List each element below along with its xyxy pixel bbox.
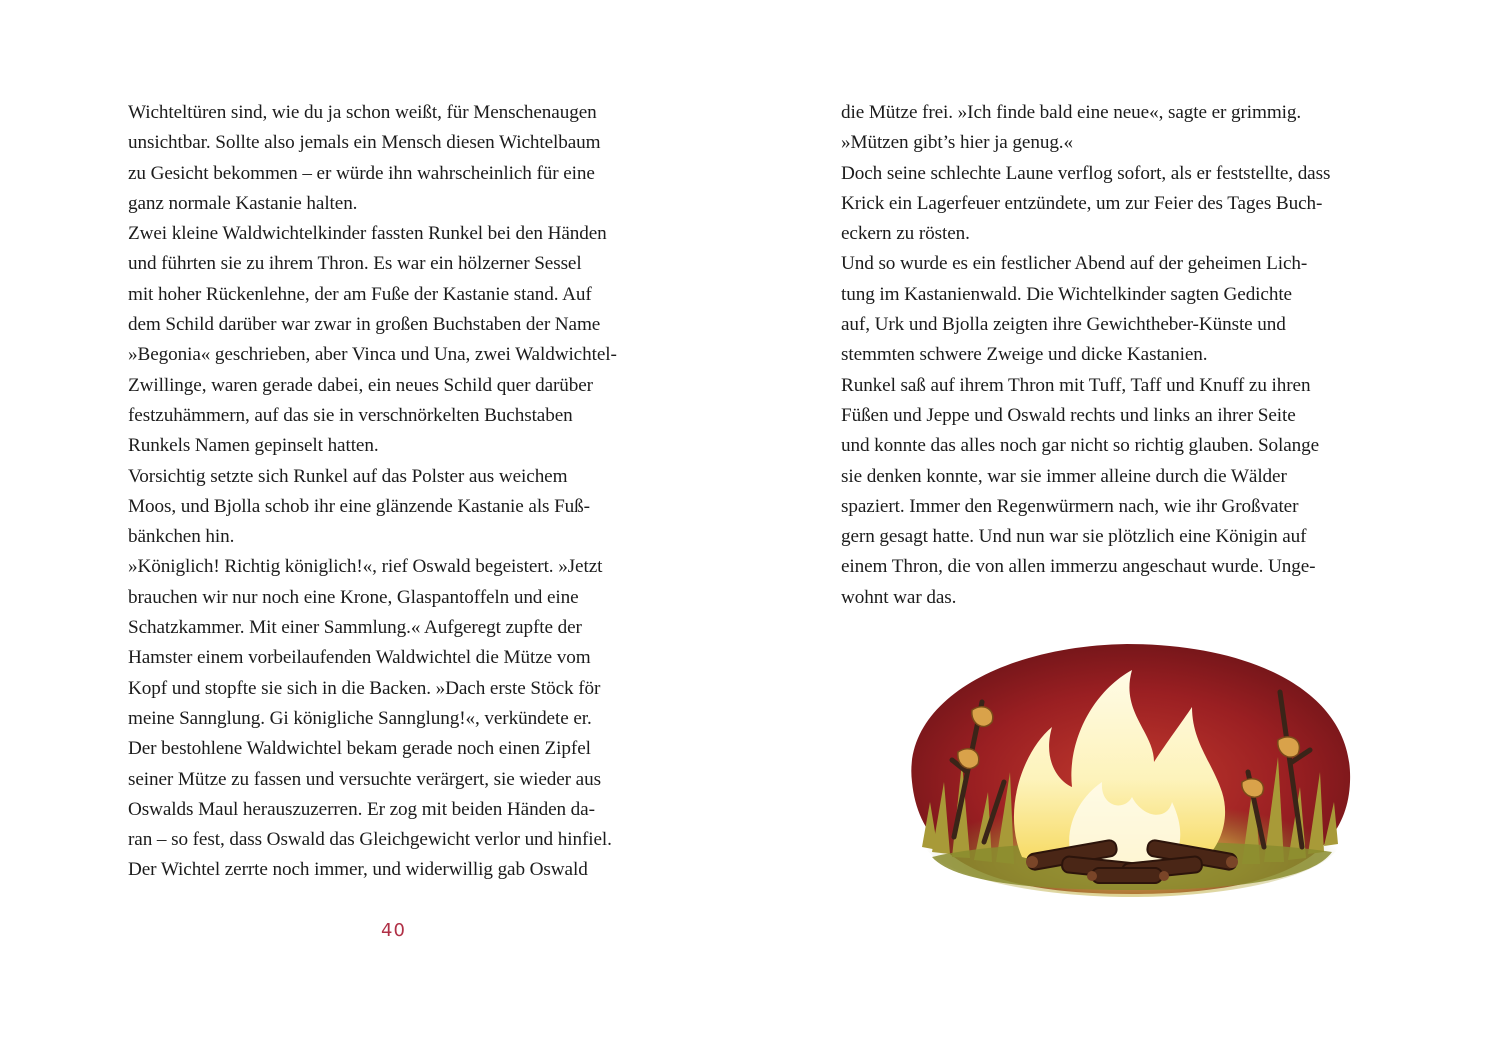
text-line: die Mütze frei. »Ich finde bald eine neue«, sagte er grimmig. bbox=[841, 102, 1302, 123]
text-line: Schatzkammer. Mit einer Sammlung.« Aufgeregt zupfte der bbox=[128, 617, 582, 639]
text-line: einem Thron, die von allen immerzu angeschaut wurde. Unge- bbox=[841, 556, 1316, 578]
text-line: stemmten schwere Zweige und dicke Kastanien. bbox=[841, 344, 1208, 366]
text-line: »Begonia« geschrieben, aber Vinca und Una, zwei Waldwichtel- bbox=[128, 344, 617, 366]
text-line: und konnte das alles noch gar nicht so richtig glauben. Solange bbox=[841, 435, 1320, 457]
text-line: Füßen und Jeppe und Oswald rechts und links an ihrer Seite bbox=[841, 404, 1296, 426]
text-line: ganz normale Kastanie halten. bbox=[128, 192, 358, 214]
text-line: auf, Urk und Bjolla zeigten ihre Gewichtheber-Künste und bbox=[841, 314, 1286, 336]
text-line: Oswalds Maul herauszuzerren. Er zog mit beiden Händen da- bbox=[128, 798, 595, 820]
text-line: wohnt war das. bbox=[841, 586, 957, 608]
left-page-text bbox=[128, 98, 688, 886]
text-line: zu Gesicht bekommen – er würde ihn wahrscheinlich für eine bbox=[128, 162, 595, 184]
text-line: sie denken konnte, war sie immer alleine durch die Wälder bbox=[841, 465, 1287, 487]
text-line: tung im Kastanienwald. Die Wichtelkinder sagten Gedichte bbox=[841, 283, 1292, 305]
campfire-drawing bbox=[892, 632, 1362, 902]
campfire-illustration bbox=[892, 632, 1362, 902]
text-line: Und so wurde es ein festlicher Abend auf der geheimen Lich- bbox=[841, 253, 1308, 275]
text-line: »Mützen gibt’s hier ja genug.« bbox=[841, 132, 1073, 154]
text-line: Zwillinge, waren gerade dabei, ein neues Schild quer darüber bbox=[128, 374, 593, 396]
text-line: mit hoher Rückenlehne, der am Fuße der Kastanie stand. Auf bbox=[128, 283, 592, 305]
text-line: bänkchen hin. bbox=[128, 526, 235, 548]
text-line: »Königlich! Richtig königlich!«, rief Oswald begeistert. »Jetzt bbox=[128, 556, 603, 578]
text-line: Der bestohlene Waldwichtel bekam gerade noch einen Zipfel bbox=[128, 738, 591, 760]
text-line: Der Wichtel zerrte noch immer, und widerwillig gab Oswald bbox=[128, 859, 588, 881]
text-line: festzuhämmern, auf das sie in verschnörkelten Buchstaben bbox=[128, 404, 573, 426]
right-page bbox=[750, 0, 1500, 1054]
text-line: Doch seine schlechte Laune verflog sofort, als er feststellte, dass bbox=[841, 162, 1331, 184]
page-number: 40 bbox=[381, 920, 406, 941]
text-line: Runkel saß auf ihrem Thron mit Tuff, Taff und Knuff zu ihren bbox=[841, 374, 1311, 396]
text-line: Hamster einem vorbeilaufenden Waldwichtel die Mütze vom bbox=[128, 647, 591, 669]
right-page-text bbox=[841, 98, 1401, 613]
text-line: meine Sannglung. Gi königliche Sannglung!«, verkündete er. bbox=[128, 707, 592, 729]
text-line: brauchen wir nur noch eine Krone, Glaspantoffeln und eine bbox=[128, 586, 579, 608]
text-line: gern gesagt hatte. Und nun war sie plötzlich eine Königin auf bbox=[841, 526, 1307, 548]
text-line: seiner Mütze zu fassen und versuchte verärgert, sie wieder aus bbox=[128, 768, 601, 790]
text-line: ran – so fest, dass Oswald das Gleichgewicht verlor und hinfiel. bbox=[128, 829, 612, 851]
text-line: Runkels Namen gepinselt hatten. bbox=[128, 435, 379, 457]
text-line: unsichtbar. Sollte also jemals ein Mensch diesen Wichtelbaum bbox=[128, 132, 601, 154]
text-line: eckern zu rösten. bbox=[841, 223, 970, 245]
text-line: Vorsichtig setzte sich Runkel auf das Polster aus weichem bbox=[128, 465, 568, 487]
text-line: und führten sie zu ihrem Thron. Es war ein hölzerner Sessel bbox=[128, 253, 582, 275]
text-line: dem Schild darüber war zwar in großen Buchstaben der Name bbox=[128, 314, 601, 336]
text-line: Moos, und Bjolla schob ihr eine glänzende Kastanie als Fuß- bbox=[128, 495, 590, 517]
text-line: Zwei kleine Waldwichtelkinder fassten Runkel bei den Händen bbox=[128, 223, 607, 245]
text-line: Wichteltüren sind, wie du ja schon weißt, für Menschenaugen bbox=[128, 102, 597, 123]
text-line: spaziert. Immer den Regenwürmern nach, wie ihr Großvater bbox=[841, 495, 1299, 517]
text-line: Kopf und stopfte sie sich in die Backen. »Dach erste Stöck för bbox=[128, 677, 601, 699]
text-line: Krick ein Lagerfeuer entzündete, um zur Feier des Tages Buch- bbox=[841, 192, 1323, 214]
